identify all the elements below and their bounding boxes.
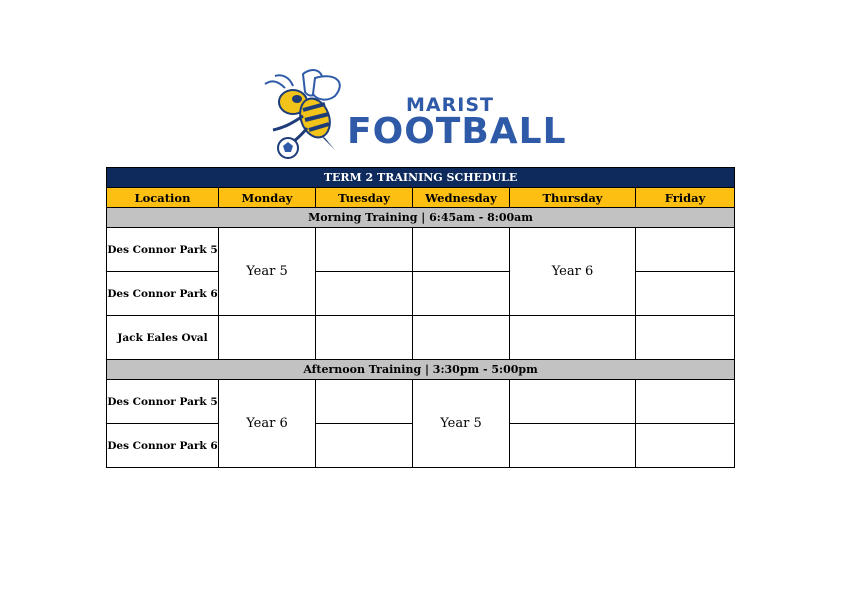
empty-cell [316,380,413,424]
morning-section-row [107,208,735,228]
empty-cell [413,228,510,272]
empty-cell [636,228,735,272]
empty-cell [636,272,735,316]
table-row [107,316,735,360]
afternoon-section-heading: Afternoon Training | 3:30pm - 5:00pm [107,360,735,380]
column-header-tuesday: Tuesday [316,188,413,208]
table-row [107,380,735,424]
column-header-thursday: Thursday [510,188,636,208]
empty-cell [510,424,636,468]
location-cell: Des Connor Park 6 [107,424,219,468]
empty-cell [510,316,636,360]
empty-cell [636,424,735,468]
empty-cell [316,316,413,360]
empty-cell [316,228,413,272]
location-cell: Jack Eales Oval [107,316,219,360]
empty-cell [316,272,413,316]
location-cell: Des Connor Park 5 [107,380,219,424]
table-title: TERM 2 TRAINING SCHEDULE [107,168,735,188]
table-row [107,228,735,272]
logo-marist-text: MARIST [406,94,494,116]
morning-monday-cell: Year 5 [219,228,316,316]
table-row [107,272,735,316]
training-schedule-table [106,167,735,468]
empty-cell [413,316,510,360]
afternoon-monday-cell: Year 6 [219,380,316,468]
table-title-row [107,168,735,188]
column-header-wednesday: Wednesday [413,188,510,208]
empty-cell [219,316,316,360]
location-cell: Des Connor Park 6 [107,272,219,316]
logo-football-text: FOOTBALL [347,111,567,152]
hornet-mascot-icon [255,66,355,162]
column-header-friday: Friday [636,188,735,208]
morning-thursday-cell: Year 6 [510,228,636,316]
morning-section-heading: Morning Training | 6:45am - 8:00am [107,208,735,228]
empty-cell [316,424,413,468]
empty-cell [510,380,636,424]
location-cell: Des Connor Park 5 [107,228,219,272]
column-header-monday: Monday [219,188,316,208]
afternoon-wednesday-cell: Year 5 [413,380,510,468]
column-header-location: Location [107,188,219,208]
marist-football-logo [255,66,567,162]
column-header-row [107,188,735,208]
empty-cell [413,272,510,316]
empty-cell [636,316,735,360]
empty-cell [636,380,735,424]
afternoon-section-row [107,360,735,380]
